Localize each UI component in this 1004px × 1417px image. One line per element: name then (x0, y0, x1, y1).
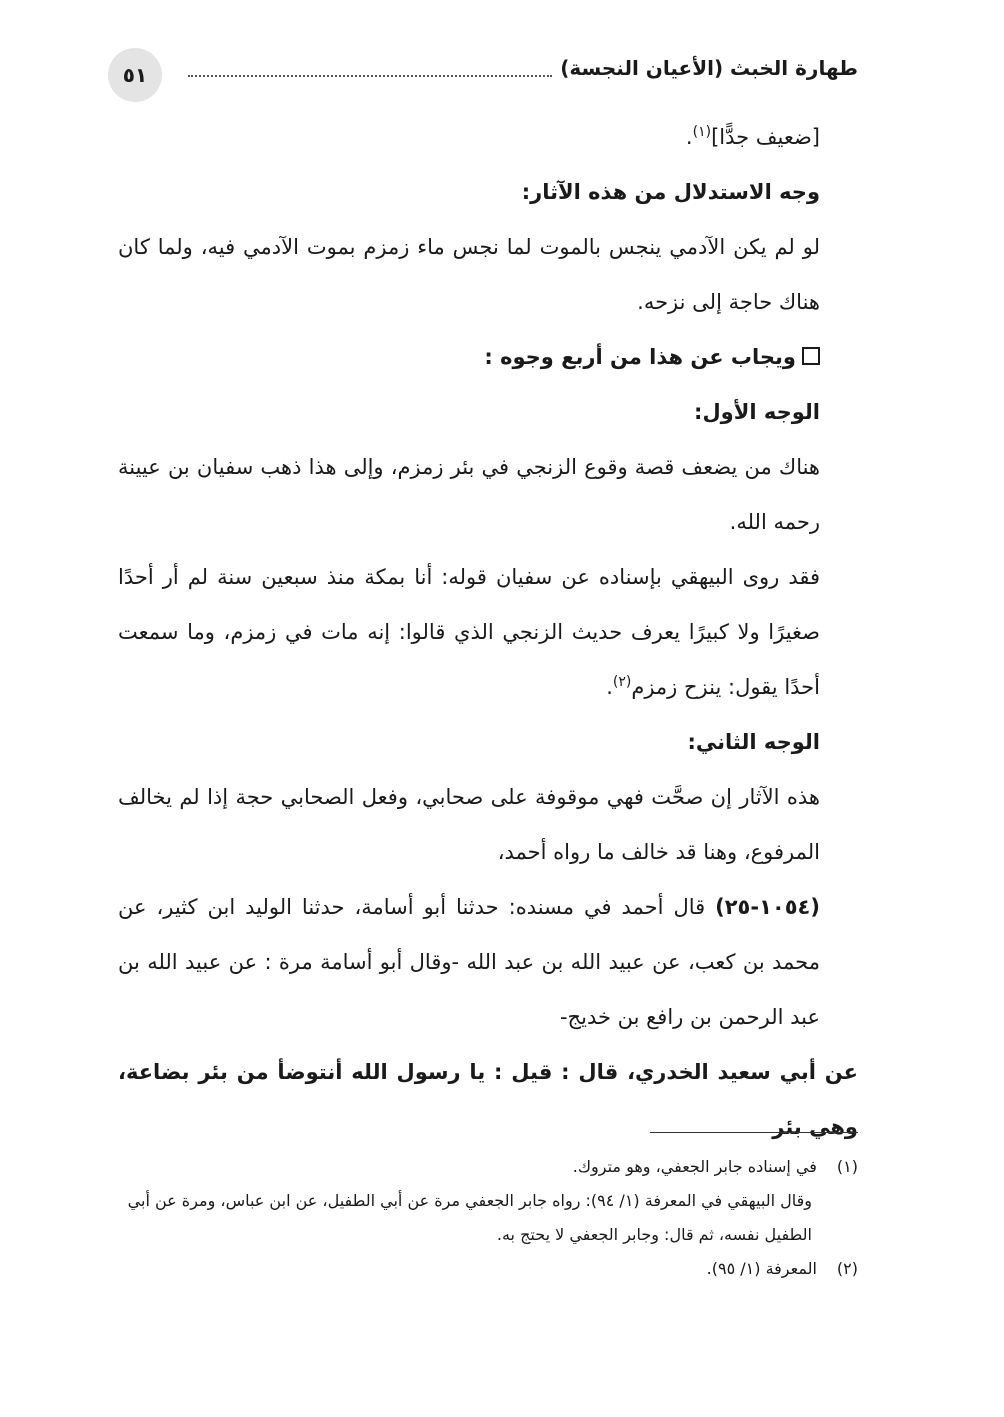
heading-evidence: وجه الاستدلال من هذه الآثار: (521, 180, 820, 204)
footnote-1-number: (١) (836, 1157, 858, 1176)
heading-first-aspect: الوجه الأول: (694, 400, 820, 424)
title-leader-dots (188, 61, 552, 77)
page-header (108, 48, 858, 98)
footnote-ref-2[interactable]: (٢) (612, 674, 632, 690)
grade-line (118, 110, 858, 165)
paragraph-first-aspect: هناك من يضعف قصة وقوع الزنجي في بئر زمزم، وإلى هذا ذهب سفيان بن عيينة رحمه الله. (118, 455, 820, 534)
heading-second-aspect: الوجه الثاني: (687, 730, 820, 754)
footnote-1-line-1: في إسناده جابر الجعفي، وهو متروك. (572, 1157, 817, 1176)
main-text (118, 110, 858, 1155)
grade-text: [ضعيف جدًّا] (711, 125, 820, 149)
grade-end: . (685, 125, 693, 149)
running-title: طهارة الخبث (الأعيان النجسة) (560, 56, 858, 80)
footnote-1-continuation: وقال البيهقي في المعرفة (١/ ٩٤): رواه جابر الجعفي مرة عن أبي الطفيل، عن ابن عباس، ومرة عن أبي الطفيل نفسه، ثم قال: وجابر الجعفي لا يحتج به. (127, 1191, 812, 1244)
paragraph-bayhaqi-end: . (606, 675, 613, 699)
heading-answer (118, 330, 858, 385)
page-number: ٥١ (108, 48, 162, 102)
running-title-row (188, 56, 858, 80)
footnote-2-text: المعرفة (١/ ٩٥). (706, 1259, 817, 1278)
footnotes (118, 1150, 858, 1286)
footnote-1 (118, 1150, 858, 1184)
footnote-separator (650, 1132, 858, 1133)
paragraph-second-aspect: هذه الآثار إن صحَّت فهي موقوفة على صحابي، وفعل الصحابي حجة إذا لم يخالف المرفوع، وهنا قد خالف ما رواه أحمد، (118, 785, 820, 864)
footnote-ref-1[interactable]: (١) (692, 124, 712, 140)
footnote-2 (118, 1252, 858, 1286)
paragraph-bayhaqi (118, 550, 858, 715)
paragraph-ahmad (118, 880, 858, 1045)
footnote-2-number: (٢) (836, 1259, 858, 1278)
paragraph-bayhaqi-text: فقد روى البيهقي بإسناده عن سفيان قوله: أنا بمكة منذ سبعين سنة لم أر أحدًا صغيرًا ولا كبيرًا يعرف حديث الزنجي الذي قالوا: إنه مات في زمزم، وما سمعت أحدًا يقول: ينزح زمزم (118, 565, 820, 699)
hadith-number: (١٠٥٤-٢٥) (715, 895, 820, 919)
square-bullet-icon (802, 347, 820, 365)
paragraph-ahmad-text: قال أحمد في مسنده: حدثنا أبو أسامة، حدثنا الوليد ابن كثير، عن محمد بن كعب، عن عبيد الله بن عبد الله -وقال أبو أسامة مرة : عن عبيد الله بن عبد الرحمن بن رافع بن خديج- (118, 895, 820, 1029)
paragraph-hadith: عن أبي سعيد الخدري، قال : قيل : يا رسول الله أنتوضأ من بئر بضاعة، وهي بئر (118, 1060, 858, 1139)
paragraph-evidence: لو لم يكن الآدمي ينجس بالموت لما نجس ماء زمزم بموت الآدمي فيه، ولما كان هناك حاجة إلى نزحه. (118, 235, 820, 314)
heading-answer-text: ويجاب عن هذا من أربع وجوه : (484, 345, 796, 369)
